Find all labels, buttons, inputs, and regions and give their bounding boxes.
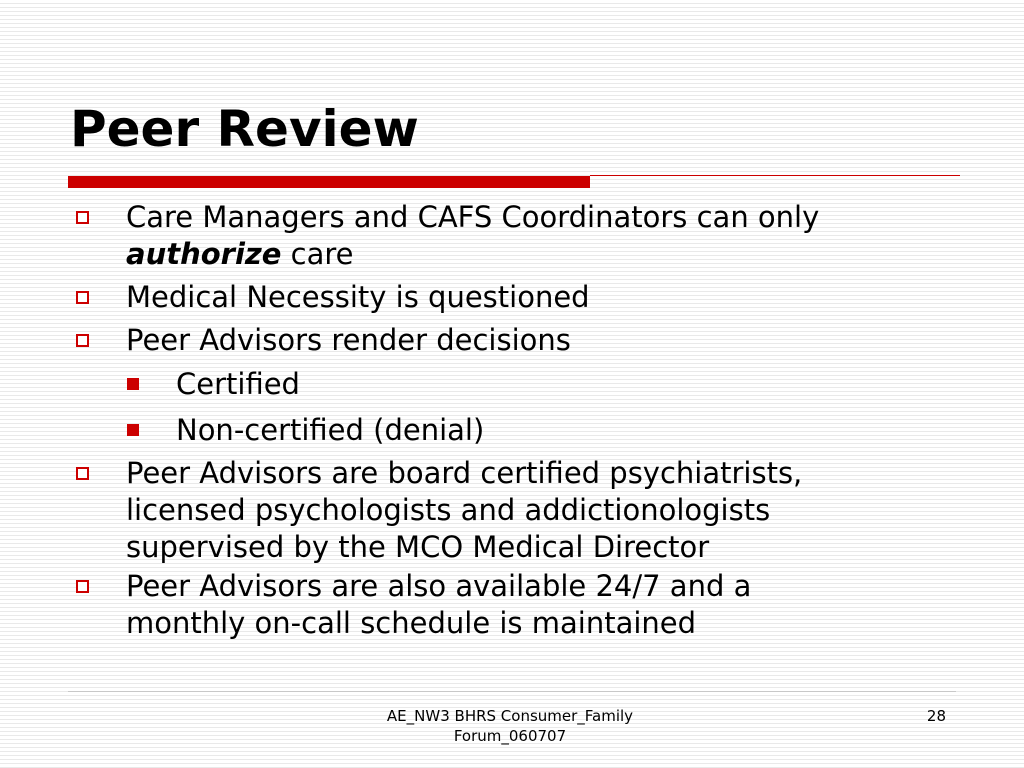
footer-caption xyxy=(360,706,660,746)
page-number: 28 xyxy=(926,707,946,725)
bullet-text: Peer Advisors render decisions xyxy=(126,323,571,357)
footer-line: AE_NW3 BHRS Consumer_Family xyxy=(386,707,634,725)
bullet-line: supervised by the MCO Medical Director xyxy=(126,530,710,564)
bullet-text xyxy=(126,199,819,273)
bullet-text xyxy=(126,568,751,642)
bullet-line: monthly on-call schedule is maintained xyxy=(126,606,697,640)
footer-divider xyxy=(68,691,956,692)
filled-square-bullet-icon xyxy=(127,378,139,390)
bullet-line: Peer Advisors are board certified psychiatrists, xyxy=(126,456,803,490)
sub-bullet-text: Certified xyxy=(176,367,300,401)
title-underline-thin xyxy=(590,175,960,176)
bullet-line: Peer Advisors are also available 24/7 and a xyxy=(126,569,752,603)
hollow-square-bullet-icon xyxy=(76,291,89,304)
footer-line: Forum_060707 xyxy=(453,727,567,745)
hollow-square-bullet-icon xyxy=(76,580,89,593)
bullet-text xyxy=(126,455,802,566)
sub-bullet-text: Non-certified (denial) xyxy=(176,413,485,447)
title-underline-thick xyxy=(68,176,590,188)
bullet-line: care xyxy=(281,237,354,271)
emphasized-word: authorize xyxy=(126,237,282,271)
hollow-square-bullet-icon xyxy=(76,334,89,347)
hollow-square-bullet-icon xyxy=(76,211,89,224)
slide-title: Peer Review xyxy=(70,100,419,158)
bullet-line: licensed psychologists and addictionologists xyxy=(126,493,771,527)
hollow-square-bullet-icon xyxy=(76,467,89,480)
bullet-text: Medical Necessity is questioned xyxy=(126,280,590,314)
filled-square-bullet-icon xyxy=(127,424,139,436)
bullet-line: Care Managers and CAFS Coordinators can only xyxy=(126,200,820,234)
